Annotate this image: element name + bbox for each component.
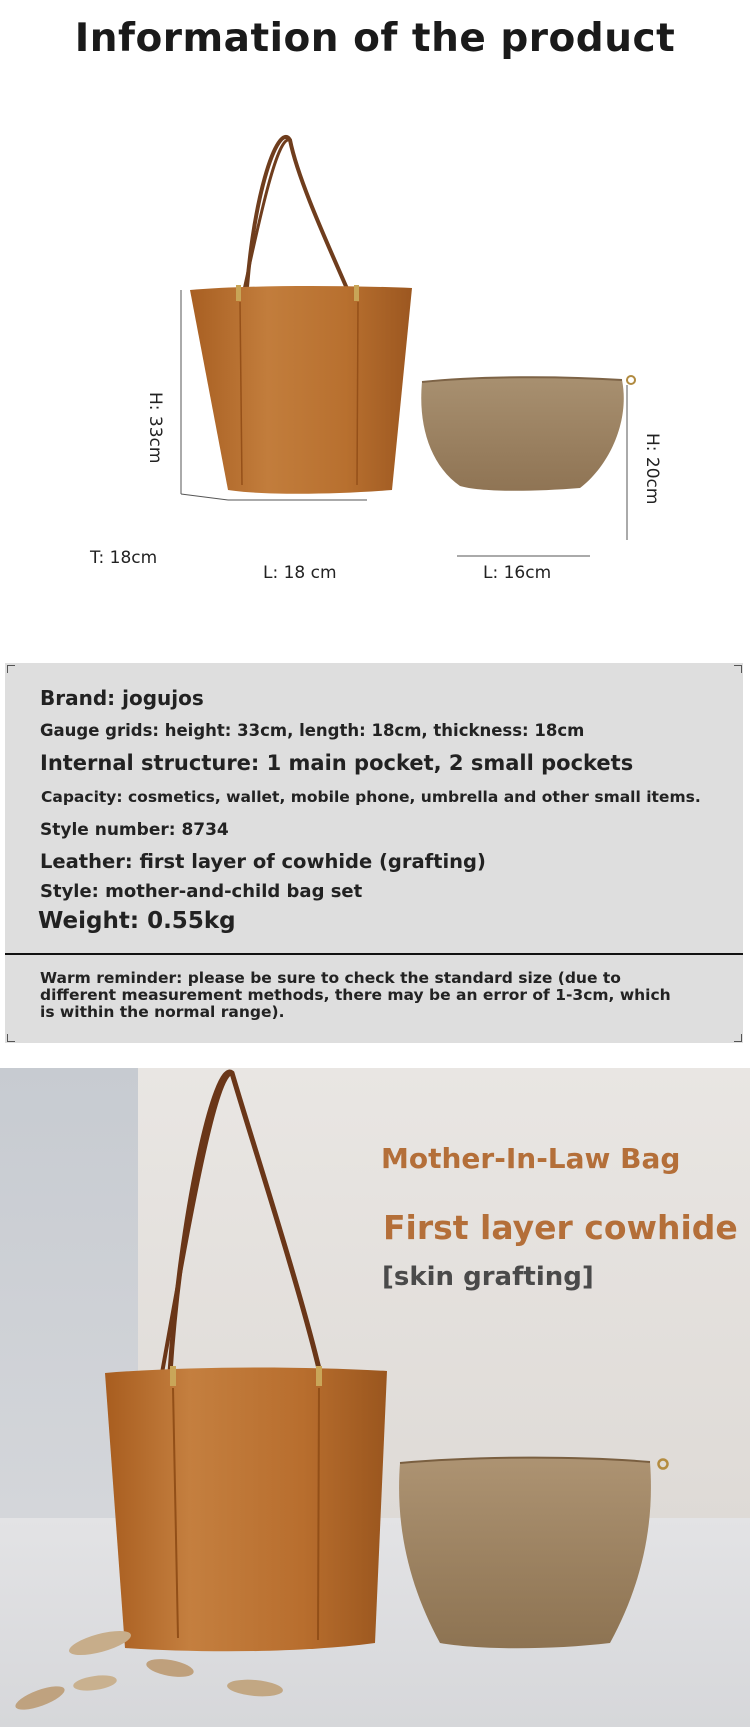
corner-mark bbox=[734, 665, 742, 673]
spec-leather: Leather: first layer of cowhide (grafting) bbox=[40, 850, 486, 873]
spec-brand: Brand: jogujos bbox=[40, 686, 204, 710]
pouch-length-label: L: 16cm bbox=[483, 563, 552, 583]
corner-mark bbox=[7, 1034, 15, 1042]
promo-subtitle: [skin grafting] bbox=[382, 1262, 594, 1292]
size-reminder: Warm reminder: please be sure to check the standard size (due to different measurement methods, there may be an error of 1-3cm, which is within the normal range). bbox=[40, 969, 671, 1021]
spec-style-number: Style number: 8734 bbox=[40, 820, 229, 840]
leaf bbox=[13, 1682, 67, 1715]
spec-weight: Weight: 0.55kg bbox=[38, 908, 236, 934]
spec-style: Style: mother-and-child bag set bbox=[40, 881, 363, 902]
promo-material: First layer cowhide bbox=[383, 1208, 738, 1247]
spec-gauge: Gauge grids: height: 33cm, length: 18cm, thickness: 18cm bbox=[40, 721, 585, 740]
leaf bbox=[67, 1626, 133, 1660]
leaf bbox=[145, 1656, 195, 1680]
tote-body bbox=[190, 286, 412, 494]
tote-length-label: L: 18 cm bbox=[263, 563, 337, 583]
leaf bbox=[226, 1678, 283, 1699]
spec-capacity: Capacity: cosmetics, wallet, mobile phone, umbrella and other small items. bbox=[41, 788, 701, 806]
photo-pouch-body bbox=[399, 1458, 651, 1649]
spec-structure: Internal structure: 1 main pocket, 2 small pockets bbox=[40, 751, 634, 775]
promo-headline: Mother-In-Law Bag bbox=[381, 1142, 681, 1175]
spec-divider bbox=[5, 953, 743, 955]
corner-mark bbox=[7, 665, 15, 673]
pouch-height-label: H: 20cm bbox=[642, 433, 662, 505]
bag-set-illustration bbox=[0, 80, 750, 600]
photo-tote-handle bbox=[170, 1072, 320, 1373]
corner-mark bbox=[734, 1034, 742, 1042]
tote-thickness-label: T: 18cm bbox=[90, 548, 158, 568]
page-title: Information of the product bbox=[74, 16, 676, 61]
photo-tote-body bbox=[105, 1367, 387, 1651]
tote-height-label: H: 33cm bbox=[145, 392, 165, 464]
leaf bbox=[72, 1673, 118, 1693]
pouch-body bbox=[421, 377, 624, 491]
dimension-diagram bbox=[0, 80, 750, 600]
